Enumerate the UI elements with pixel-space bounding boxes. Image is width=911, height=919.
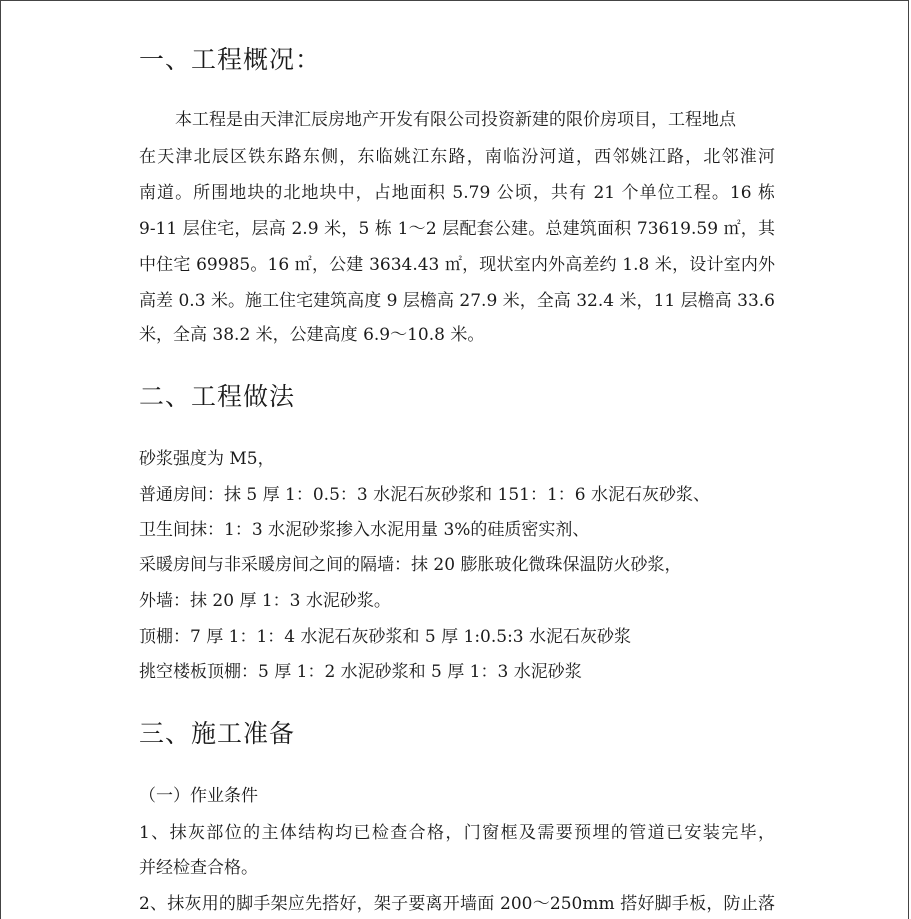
section-3-line-3: 2、抹灰用的脚手架应先搭好，架子要离开墙面 200～250mm 搭好脚手板，防止落 bbox=[139, 894, 775, 914]
section-1-line-1: 本工程是由天津汇辰房地产开发有限公司投资新建的限价房项目，工程地点 bbox=[175, 110, 736, 130]
section-2-line-1: 砂浆强度为 M5， bbox=[139, 449, 275, 469]
section-2-line-4: 采暖房间与非采暖房间之间的隔墙：抹 20 膨胀玻化微珠保温防火砂浆， bbox=[139, 555, 682, 575]
section-1-heading: 一、工程概况： bbox=[139, 45, 322, 74]
section-2-heading: 二、工程做法 bbox=[139, 382, 296, 411]
section-3-line-1: 1、抹灰部位的主体结构均已检查合格，门窗框及需要预埋的管道已安装完毕， bbox=[139, 823, 775, 843]
section-2-line-2: 普通房间：抹 5 厚 1：0.5：3 水泥石灰砂浆和 151：1：6 水泥石灰砂浆、 bbox=[139, 485, 710, 505]
section-1-line-7: 米，全高 38.2 米，公建高度 6.9～10.8 米。 bbox=[139, 325, 485, 345]
section-1-line-6: 高差 0.3 米。施工住宅建筑高度 9 层檐高 27.9 米，全高 32.4 米，11 层檐高 33.6 bbox=[139, 291, 775, 311]
section-1-line-4: 9-11 层住宅，层高 2.9 米，5 栋 1～2 层配套公建。总建筑面积 73619.59 ㎡，其 bbox=[139, 219, 775, 239]
section-3-subheading: （一）作业条件 bbox=[139, 786, 258, 806]
section-1-line-2: 在天津北辰区铁东路东侧，东临姚江东路，南临汾河道，西邻姚江路，北邻淮河 bbox=[139, 147, 775, 167]
section-2-line-3: 卫生间抹：1：3 水泥砂浆掺入水泥用量 3%的硅质密实剂、 bbox=[139, 520, 590, 540]
section-2-line-5: 外墙：抹 20 厚 1：3 水泥砂浆。 bbox=[139, 591, 391, 611]
section-2-line-6: 顶棚：7 厚 1：1：4 水泥石灰砂浆和 5 厚 1:0.5:3 水泥石灰砂浆 bbox=[139, 627, 632, 647]
section-3-line-2: 并经检查合格。 bbox=[139, 858, 258, 878]
section-3-heading: 三、施工准备 bbox=[139, 719, 296, 748]
section-1-line-5: 中住宅 69985。16 ㎡，公建 3634.43 ㎡，现状室内外高差约 1.8 米，设计室内外 bbox=[139, 255, 775, 275]
section-1-line-3: 南道。所围地块的北地块中，占地面积 5.79 公顷，共有 21 个单位工程。16 栋 bbox=[139, 183, 775, 203]
section-2-line-7: 挑空楼板顶棚：5 厚 1：2 水泥砂浆和 5 厚 1：3 水泥砂浆 bbox=[139, 662, 582, 682]
